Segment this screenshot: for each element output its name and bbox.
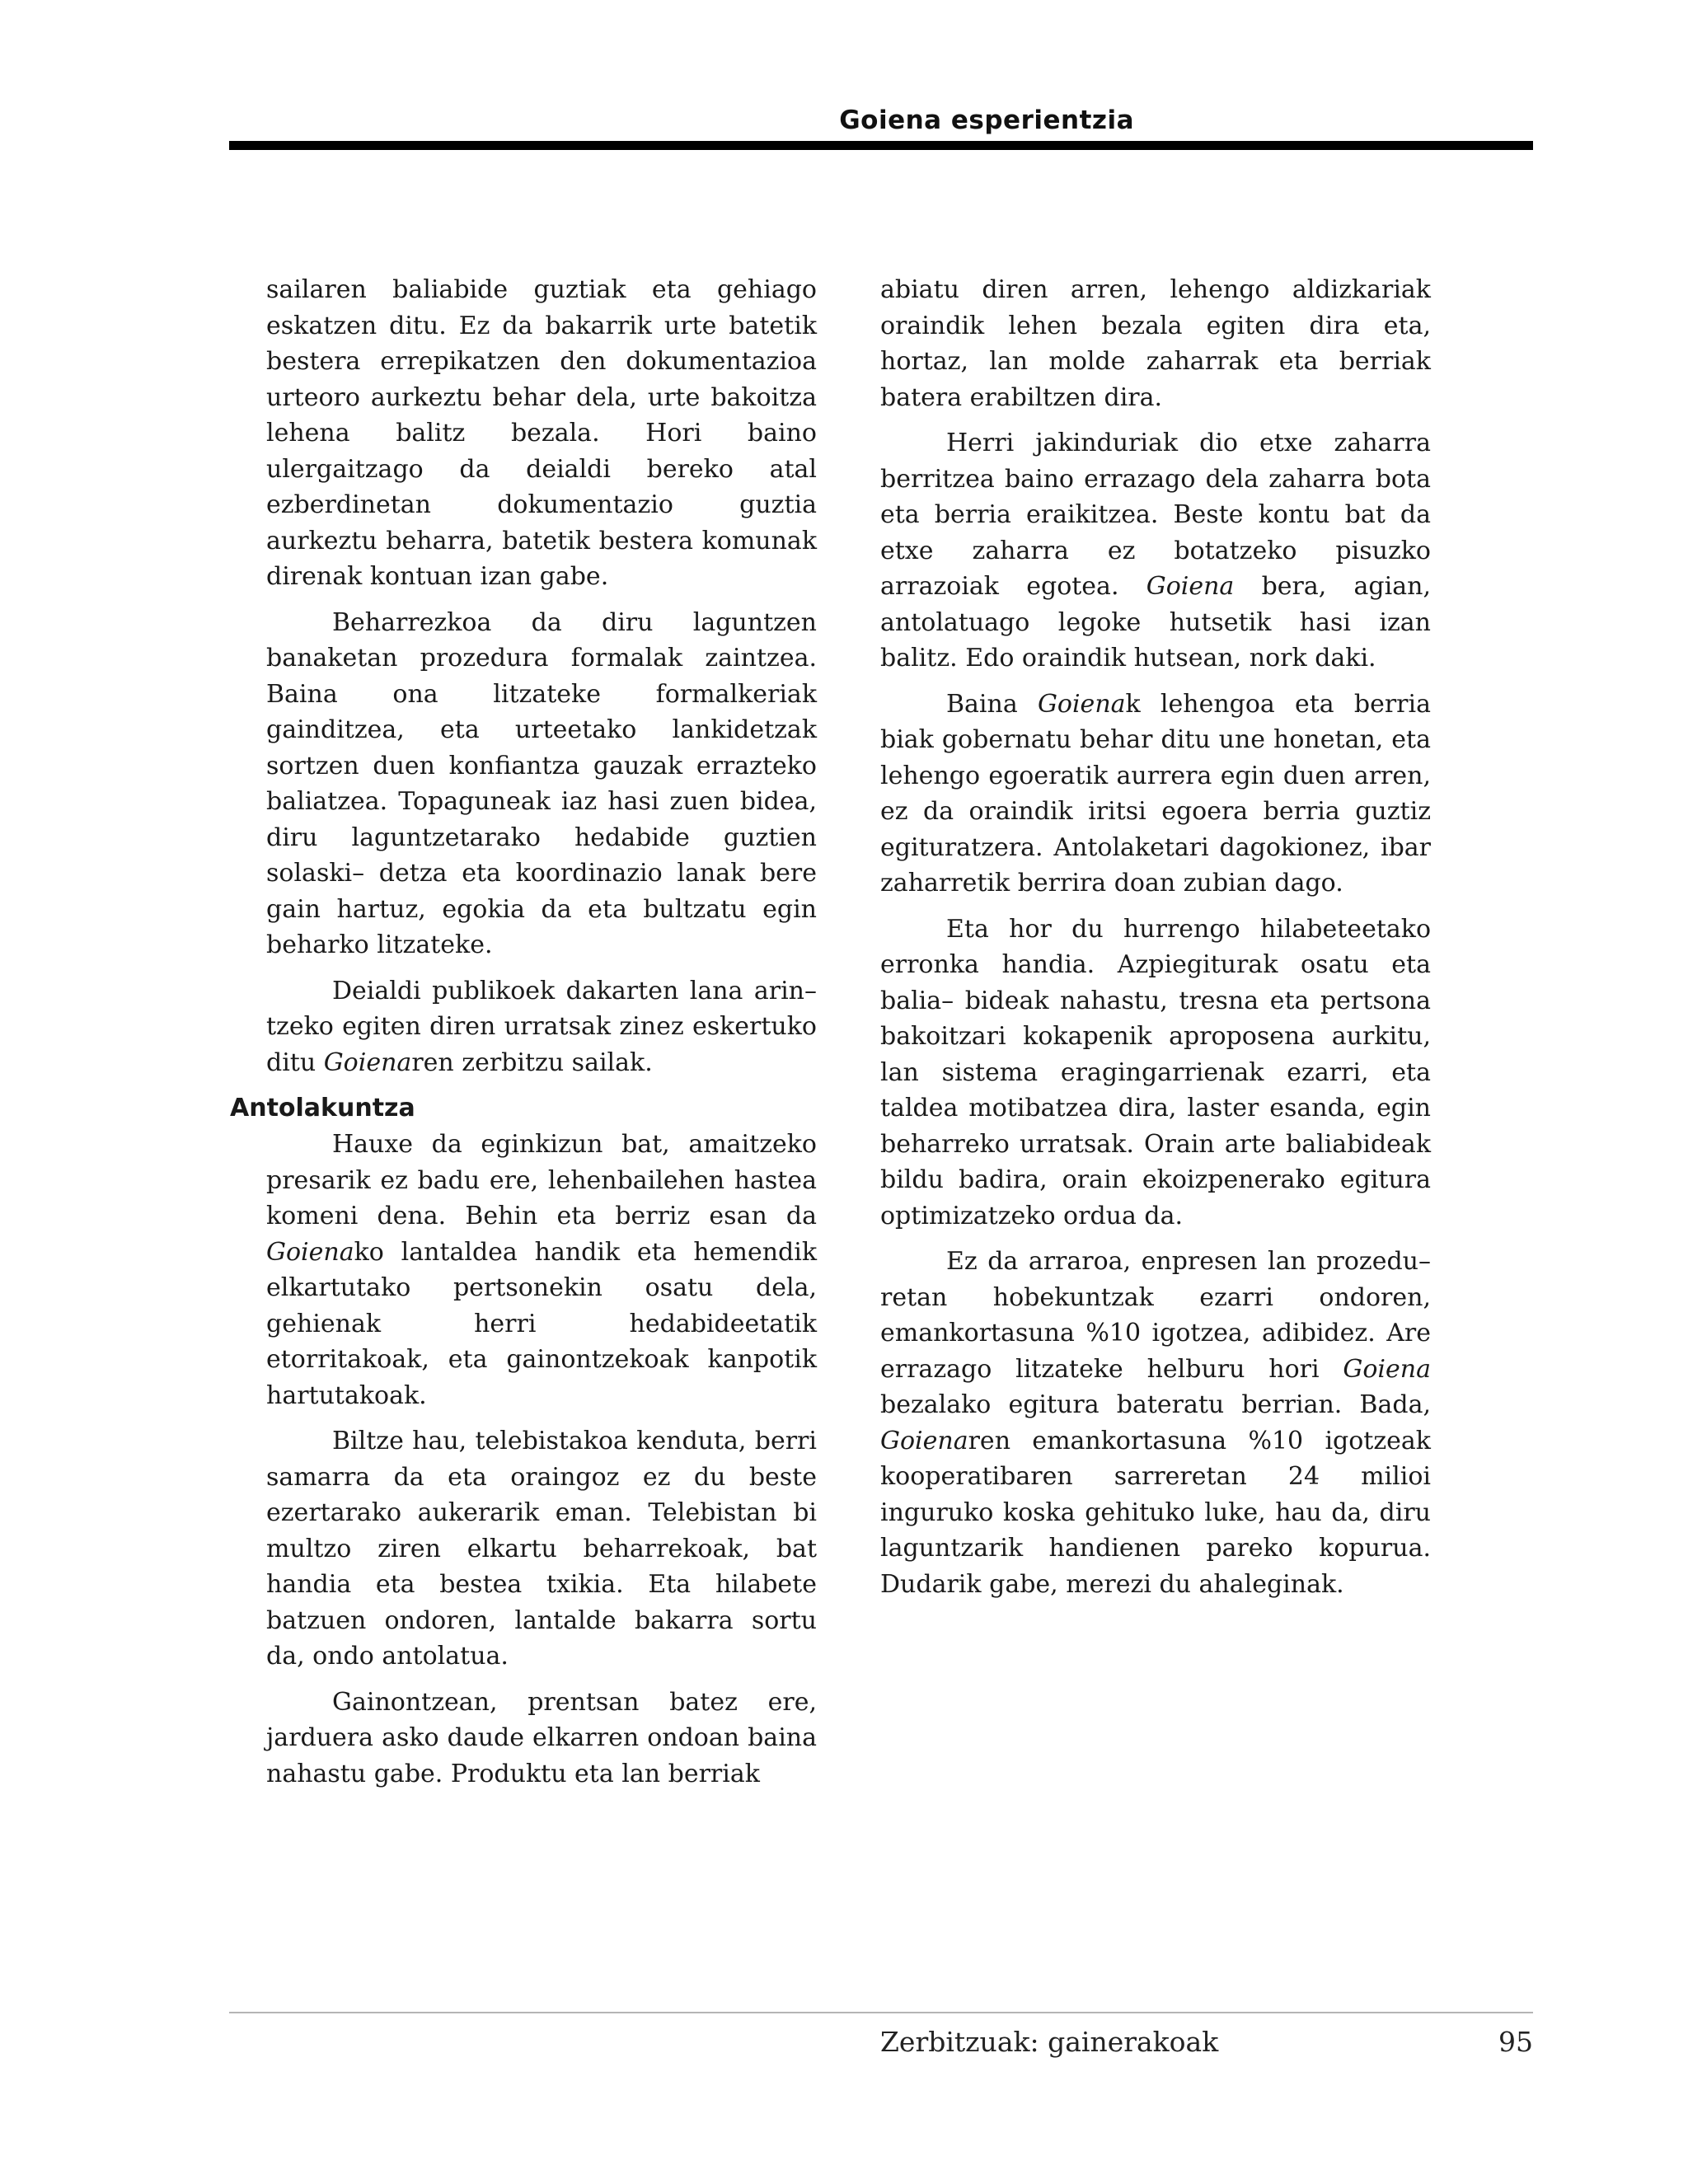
goiena-italic: Goiena — [1037, 689, 1126, 719]
footer-section-title: Zerbitzuak: gainerakoak — [880, 2026, 1219, 2058]
running-header-title: Goiena esperientzia — [839, 105, 1134, 135]
footer-rule — [229, 2012, 1533, 2013]
goiena-italic: Goiena — [1343, 1354, 1431, 1384]
paragraph: Hauxe da eginkizun bat, amaitzeko presarik ez badu ere, lehenbailehen hastea komeni dena. Behin eta berriz esan da Goienako lantaldea handik eta hemendik elkartutako pertsonekin osatu dela, gehienak herri hedabideetatik etorritakoak, eta gainontzekoak kanpotik hartutakoak. — [266, 1130, 817, 1410]
paragraph: Herri jakinduriak dio etxe zaharra berritzea baino errazago dela zaharra bota eta berria eraikitzea. Beste kontu bat da etxe zaharra ez botatzeko pisuzko arrazoiak egotea. Goiena bera, agian, antolatuago legoke hutsetik hasi izan balitz. Edo oraindik hutsean, nork daki. — [880, 429, 1431, 673]
goiena-italic: Goiena — [323, 1047, 412, 1077]
paragraph: sailaren baliabide guztiak eta gehiago eskatzen ditu. Ez da bakarrik urte batetik bestera errepikatzen den dokumentazioa urteoro aurkeztu behar dela, urte bakoitza lehena balitz bezala. Hori baino ulergaitzago da deialdi bereko atal ezberdinetan dokumentazio guztia aurkeztu beharra, batetik bestera komunak direnak kontuan izan gabe. — [266, 275, 817, 591]
goiena-italic: Goiena — [266, 1237, 354, 1267]
goiena-italic: Goiena — [880, 1426, 968, 1455]
paragraph: Ez da arraroa, enpresen lan prozedu– retan hobekuntzak ezarri ondoren, emankortasuna %10 igotzea, adibidez. Are errazago litzateke helburu hori Goiena bezalako egitura bateratu berrian. Bada, Goienaren emankortasuna %10 igotzeak kooperatibaren sarreretan 24 milioi inguruko koska gehituko luke, hau da, diru laguntzarik handienen pareko kopurua. Dudarik gabe, merezi du ahaleginak. — [880, 1247, 1431, 1599]
right-column — [880, 272, 1431, 1612]
paragraph: Gainontzean, prentsan batez ere, jarduera asko daude elkarren ondoan baina nahastu gabe. Produktu eta lan berriak — [266, 1687, 817, 1788]
paragraph: Baina Goienak lehengoa eta berria biak gobernatu behar ditu une honetan, eta lehengo egoeratik aurrera egin duen arren, ez da oraindik iritsi egoera berria guztiz egituratzera. Antolaketari dagokionez, ibar zaharretik berrira doan zubian dago. — [880, 689, 1431, 898]
section-heading: Antolakuntza — [230, 1094, 415, 1122]
paragraph: abiatu diren arren, lehengo aldizkariak oraindik lehen bezala egiten dira eta, hortaz, lan molde zaharrak eta berriak batera erabiltzen dira. — [880, 275, 1431, 412]
page-number: 95 — [1498, 2026, 1533, 2058]
goiena-italic: Goiena — [1146, 572, 1235, 601]
paragraph: Eta hor du hurrengo hilabeteetako erronka handia. Azpiegiturak osatu eta balia– bideak nahastu, tresna eta pertsona bakoitzari kokapenik aproposena aurkitu, lan sistema eragingarrienak ezarri, eta taldea motibatzea dira, laster esanda, egin beharreko urratsak. Orain arte baliabideak bildu badira, orain ekoizpenerako egitura optimizatzeko ordua da. — [880, 914, 1431, 1230]
header-rule — [229, 141, 1533, 150]
paragraph: Deialdi publikoek dakarten lana arin– tzeko egiten diren urratsak zinez eskertuko ditu Goienaren zerbitzu sailak. — [266, 976, 817, 1077]
left-column — [230, 272, 817, 1802]
paragraph: Biltze hau, telebistakoa kenduta, berri samarra da eta oraingoz ez du beste ezertarako aukerarik eman. Telebistan bi multzo ziren elkartu beharrekoak, bat handia eta bestea txikia. Eta hilabete batzuen ondoren, lantalde bakarra sortu da, ondo antolatua. — [266, 1427, 817, 1671]
paragraph: Beharrezkoa da diru laguntzen banaketan prozedura formalak zaintzea. Baina ona litzateke formalkeriak gainditzea, eta urteetako lankidetzak sortzen duen konfiantza gauzak errazteko baliatzea. Topaguneak iaz hasi zuen bidea, diru laguntzetarako hedabide guztien solaski– detza eta koordinazio lanak bere gain hartuz, egokia da eta bultzatu egin beharko litzateke. — [266, 607, 817, 959]
